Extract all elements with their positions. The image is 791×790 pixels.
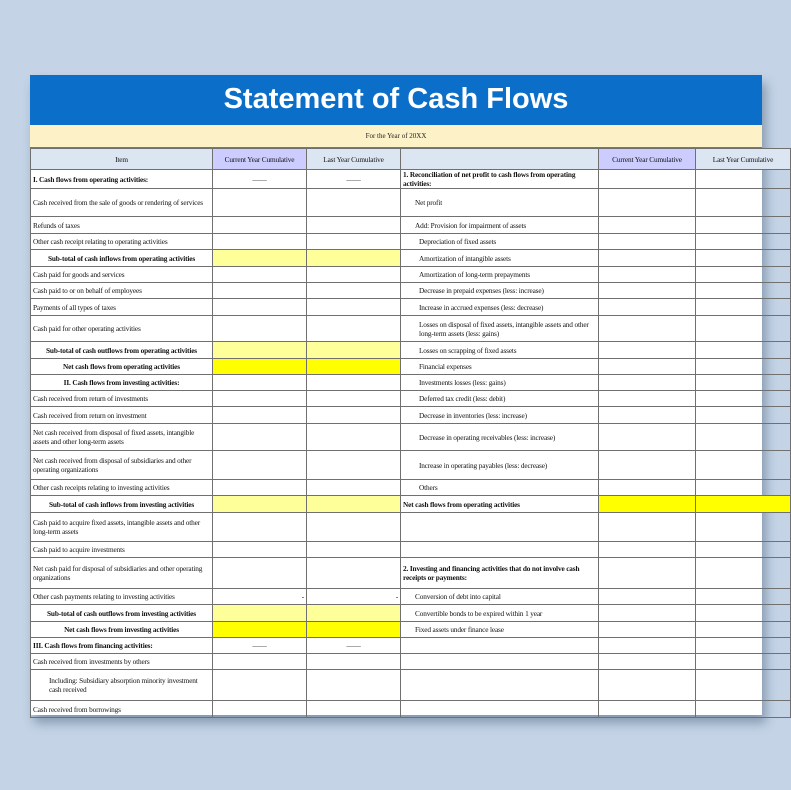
reconciliation-last-cell[interactable] <box>696 451 791 480</box>
last-year-cell[interactable] <box>307 605 401 622</box>
reconciliation-label[interactable]: Add: Provision for impairment of assets <box>401 217 599 234</box>
current-year-cell[interactable] <box>213 605 307 622</box>
row-label[interactable]: Cash paid for other operating activities <box>31 316 213 342</box>
reconciliation-last-cell[interactable] <box>696 299 791 316</box>
reconciliation-last-cell[interactable] <box>696 267 791 283</box>
last-year-cell[interactable] <box>307 283 401 299</box>
reconciliation-label[interactable]: Depreciation of fixed assets <box>401 234 599 250</box>
last-year-cell[interactable] <box>307 359 401 375</box>
row-label[interactable]: Cash paid to acquire fixed assets, intangible assets and other long-term assets <box>31 513 213 542</box>
last-year-cell[interactable] <box>307 480 401 496</box>
reconciliation-current-cell[interactable] <box>599 391 696 407</box>
table-row <box>31 299 791 316</box>
row-label[interactable]: Net cash received from disposal of fixed assets, intangible assets and other long-term assets <box>31 424 213 451</box>
current-year-cell[interactable]: —— <box>213 638 307 654</box>
table-row <box>31 217 791 234</box>
reconciliation-last-cell[interactable] <box>696 496 791 513</box>
reconciliation-current-cell[interactable] <box>599 496 696 513</box>
row-label[interactable]: Including: Subsidiary absorption minority investment cash received <box>31 670 213 701</box>
current-year-cell[interactable] <box>213 299 307 316</box>
last-year-cell[interactable] <box>307 342 401 359</box>
last-year-cell[interactable] <box>307 558 401 589</box>
header-right-item[interactable] <box>401 149 599 170</box>
table-row <box>31 391 791 407</box>
row-label[interactable]: Net cash flows from operating activities <box>31 359 213 375</box>
current-year-cell[interactable] <box>213 670 307 701</box>
table-row <box>31 234 791 250</box>
last-year-cell[interactable] <box>307 654 401 670</box>
table-row <box>31 189 791 217</box>
last-year-cell[interactable]: —— <box>307 638 401 654</box>
reconciliation-last-cell[interactable] <box>696 342 791 359</box>
table-row <box>31 605 791 622</box>
row-label[interactable]: Sub-total of cash inflows from investing activities <box>31 496 213 513</box>
reconciliation-current-cell[interactable] <box>599 451 696 480</box>
reconciliation-current-cell[interactable] <box>599 267 696 283</box>
current-year-cell[interactable]: - <box>213 589 307 605</box>
current-year-cell[interactable] <box>213 424 307 451</box>
current-year-cell[interactable] <box>213 622 307 638</box>
row-label[interactable]: Cash received from return of investments <box>31 391 213 407</box>
reconciliation-last-cell[interactable] <box>696 670 791 701</box>
table-row <box>31 670 791 701</box>
last-year-cell[interactable] <box>307 407 401 424</box>
reconciliation-label[interactable]: Financial expenses <box>401 359 599 375</box>
last-year-cell[interactable] <box>307 424 401 451</box>
last-year-cell[interactable] <box>307 316 401 342</box>
reconciliation-label[interactable]: Losses on disposal of fixed assets, intangible assets and other long-term assets (less: gains) <box>401 316 599 342</box>
last-year-cell[interactable] <box>307 513 401 542</box>
table-row <box>31 496 791 513</box>
reconciliation-label[interactable]: Decrease in inventories (less: increase) <box>401 407 599 424</box>
reconciliation-last-cell[interactable] <box>696 234 791 250</box>
header-item[interactable]: Item <box>31 149 213 170</box>
table-row <box>31 342 791 359</box>
current-year-cell[interactable] <box>213 391 307 407</box>
reconciliation-label[interactable]: Fixed assets under finance lease <box>401 622 599 638</box>
table-row <box>31 480 791 496</box>
header-right-current-year[interactable]: Current Year Cumulative <box>599 149 696 170</box>
row-label[interactable]: Cash paid to acquire investments <box>31 542 213 558</box>
reconciliation-current-cell[interactable] <box>599 558 696 589</box>
current-year-cell[interactable] <box>213 542 307 558</box>
current-year-cell[interactable] <box>213 407 307 424</box>
table-row <box>31 424 791 451</box>
reconciliation-last-cell[interactable] <box>696 542 791 558</box>
reconciliation-label[interactable]: Increase in operating payables (less: decrease) <box>401 451 599 480</box>
reconciliation-label[interactable]: 2. Investing and financing activities that do not involve cash receipts or payments: <box>401 558 599 589</box>
last-year-cell[interactable] <box>307 391 401 407</box>
reconciliation-last-cell[interactable] <box>696 605 791 622</box>
reconciliation-label[interactable] <box>401 513 599 542</box>
reconciliation-current-cell[interactable] <box>599 638 696 654</box>
reconciliation-last-cell[interactable] <box>696 283 791 299</box>
current-year-cell[interactable] <box>213 451 307 480</box>
row-label[interactable]: Refunds of taxes <box>31 217 213 234</box>
table-row <box>31 451 791 480</box>
last-year-cell[interactable] <box>307 250 401 267</box>
reconciliation-last-cell[interactable] <box>696 701 791 718</box>
last-year-cell[interactable] <box>307 622 401 638</box>
reconciliation-current-cell[interactable] <box>599 622 696 638</box>
last-year-cell[interactable] <box>307 496 401 513</box>
table-row <box>31 170 791 189</box>
current-year-cell[interactable] <box>213 342 307 359</box>
reconciliation-current-cell[interactable] <box>599 250 696 267</box>
row-label[interactable]: Cash received from return on investment <box>31 407 213 424</box>
table-row <box>31 589 791 605</box>
current-year-cell[interactable] <box>213 480 307 496</box>
current-year-cell[interactable] <box>213 513 307 542</box>
reconciliation-last-cell[interactable] <box>696 480 791 496</box>
reconciliation-last-cell[interactable] <box>696 217 791 234</box>
reconciliation-current-cell[interactable] <box>599 217 696 234</box>
row-label[interactable]: I. Cash flows from operating activities: <box>31 170 213 189</box>
row-label[interactable]: Cash paid to or on behalf of employees <box>31 283 213 299</box>
last-year-cell[interactable] <box>307 542 401 558</box>
row-label[interactable]: Sub-total of cash outflows from operating activities <box>31 342 213 359</box>
table-row <box>31 701 791 718</box>
table-row <box>31 407 791 424</box>
row-label[interactable]: Cash received from the sale of goods or rendering of services <box>31 189 213 217</box>
reconciliation-last-cell[interactable] <box>696 189 791 217</box>
last-year-cell[interactable] <box>307 189 401 217</box>
reconciliation-last-cell[interactable] <box>696 407 791 424</box>
reconciliation-label[interactable]: Net profit <box>401 189 599 217</box>
current-year-cell[interactable] <box>213 283 307 299</box>
current-year-cell[interactable] <box>213 359 307 375</box>
reconciliation-label[interactable]: Amortization of long-term prepayments <box>401 267 599 283</box>
reconciliation-current-cell[interactable] <box>599 283 696 299</box>
reconciliation-last-cell[interactable] <box>696 250 791 267</box>
reconciliation-last-cell[interactable] <box>696 558 791 589</box>
reconciliation-current-cell[interactable] <box>599 424 696 451</box>
last-year-cell[interactable] <box>307 375 401 391</box>
table-row <box>31 638 791 654</box>
reconciliation-current-cell[interactable] <box>599 170 696 189</box>
sheet-subtitle: For the Year of 20XX <box>30 125 762 148</box>
table-row <box>31 267 791 283</box>
reconciliation-label[interactable] <box>401 542 599 558</box>
current-year-cell[interactable] <box>213 558 307 589</box>
current-year-cell[interactable] <box>213 267 307 283</box>
table-row <box>31 283 791 299</box>
reconciliation-current-cell[interactable] <box>599 316 696 342</box>
reconciliation-label[interactable]: 1. Reconciliation of net profit to cash flows from operating activities: <box>401 170 599 189</box>
reconciliation-label[interactable]: Investments losses (less: gains) <box>401 375 599 391</box>
reconciliation-label[interactable] <box>401 701 599 718</box>
cash-flow-table <box>30 148 791 718</box>
current-year-cell[interactable] <box>213 250 307 267</box>
reconciliation-current-cell[interactable] <box>599 589 696 605</box>
last-year-cell[interactable]: - <box>307 589 401 605</box>
reconciliation-label[interactable]: Decrease in operating receivables (less: increase) <box>401 424 599 451</box>
reconciliation-last-cell[interactable] <box>696 513 791 542</box>
header-current-year[interactable]: Current Year Cumulative <box>213 149 307 170</box>
reconciliation-label[interactable]: Increase in accrued expenses (less: decrease) <box>401 299 599 316</box>
row-label[interactable]: III. Cash flows from financing activities: <box>31 638 213 654</box>
reconciliation-current-cell[interactable] <box>599 299 696 316</box>
reconciliation-label[interactable] <box>401 654 599 670</box>
table-row <box>31 250 791 267</box>
row-label[interactable]: Sub-total of cash inflows from operating activities <box>31 250 213 267</box>
reconciliation-label[interactable]: Conversion of debt into capital <box>401 589 599 605</box>
current-year-cell[interactable] <box>213 496 307 513</box>
reconciliation-label[interactable]: Losses on scrapping of fixed assets <box>401 342 599 359</box>
current-year-cell[interactable] <box>213 234 307 250</box>
table-row <box>31 359 791 375</box>
row-label[interactable]: Other cash receipt relating to operating activities <box>31 234 213 250</box>
current-year-cell[interactable] <box>213 654 307 670</box>
row-label[interactable]: Payments of all types of taxes <box>31 299 213 316</box>
last-year-cell[interactable] <box>307 234 401 250</box>
reconciliation-current-cell[interactable] <box>599 542 696 558</box>
current-year-cell[interactable] <box>213 217 307 234</box>
reconciliation-current-cell[interactable] <box>599 480 696 496</box>
reconciliation-label[interactable]: Deferred tax credit (less: debit) <box>401 391 599 407</box>
current-year-cell[interactable] <box>213 701 307 718</box>
reconciliation-label[interactable]: Decrease in prepaid expenses (less: increase) <box>401 283 599 299</box>
table-row <box>31 542 791 558</box>
header-last-year[interactable]: Last Year Cumulative <box>307 149 401 170</box>
reconciliation-label[interactable]: Amortization of intangible assets <box>401 250 599 267</box>
reconciliation-current-cell[interactable] <box>599 670 696 701</box>
last-year-cell[interactable] <box>307 299 401 316</box>
row-label[interactable]: Other cash receipts relating to investing activities <box>31 480 213 496</box>
last-year-cell[interactable] <box>307 670 401 701</box>
reconciliation-last-cell[interactable] <box>696 375 791 391</box>
row-label[interactable]: Other cash payments relating to investing activities <box>31 589 213 605</box>
reconciliation-last-cell[interactable] <box>696 589 791 605</box>
reconciliation-current-cell[interactable] <box>599 407 696 424</box>
reconciliation-label[interactable] <box>401 638 599 654</box>
reconciliation-current-cell[interactable] <box>599 605 696 622</box>
reconciliation-current-cell[interactable] <box>599 359 696 375</box>
reconciliation-current-cell[interactable] <box>599 189 696 217</box>
reconciliation-last-cell[interactable] <box>696 622 791 638</box>
row-label[interactable]: Sub-total of cash outflows from investing activities <box>31 605 213 622</box>
reconciliation-current-cell[interactable] <box>599 342 696 359</box>
reconciliation-label[interactable] <box>401 670 599 701</box>
header-row <box>31 149 791 170</box>
reconciliation-last-cell[interactable] <box>696 316 791 342</box>
reconciliation-last-cell[interactable] <box>696 424 791 451</box>
row-label[interactable]: Net cash paid for disposal of subsidiaries and other operating organizations <box>31 558 213 589</box>
table-row <box>31 316 791 342</box>
table-row <box>31 654 791 670</box>
row-label[interactable]: Cash paid for goods and services <box>31 267 213 283</box>
reconciliation-label[interactable]: Net cash flows from operating activities <box>401 496 599 513</box>
reconciliation-last-cell[interactable] <box>696 391 791 407</box>
header-right-last-year[interactable]: Last Year Cumulative <box>696 149 791 170</box>
reconciliation-current-cell[interactable] <box>599 654 696 670</box>
last-year-cell[interactable] <box>307 217 401 234</box>
row-label[interactable]: Net cash flows from investing activities <box>31 622 213 638</box>
spreadsheet <box>30 75 774 715</box>
reconciliation-last-cell[interactable] <box>696 638 791 654</box>
row-label[interactable]: Net cash received from disposal of subsidiaries and other operating organizations <box>31 451 213 480</box>
table-row <box>31 558 791 589</box>
reconciliation-current-cell[interactable] <box>599 513 696 542</box>
table-row <box>31 375 791 391</box>
reconciliation-current-cell[interactable] <box>599 375 696 391</box>
last-year-cell[interactable] <box>307 451 401 480</box>
reconciliation-current-cell[interactable] <box>599 234 696 250</box>
row-label[interactable]: II. Cash flows from investing activities: <box>31 375 213 391</box>
current-year-cell[interactable] <box>213 189 307 217</box>
reconciliation-current-cell[interactable] <box>599 701 696 718</box>
current-year-cell[interactable] <box>213 375 307 391</box>
table-row <box>31 622 791 638</box>
last-year-cell[interactable] <box>307 267 401 283</box>
reconciliation-last-cell[interactable] <box>696 359 791 375</box>
reconciliation-label[interactable]: Convertible bonds to be expired within 1 year <box>401 605 599 622</box>
reconciliation-last-cell[interactable] <box>696 170 791 189</box>
sheet-title: Statement of Cash Flows <box>30 75 762 125</box>
current-year-cell[interactable] <box>213 316 307 342</box>
reconciliation-last-cell[interactable] <box>696 654 791 670</box>
reconciliation-label[interactable]: Others <box>401 480 599 496</box>
last-year-cell[interactable]: —— <box>307 170 401 189</box>
row-label[interactable]: Cash received from investments by others <box>31 654 213 670</box>
last-year-cell[interactable] <box>307 701 401 718</box>
table-row <box>31 513 791 542</box>
current-year-cell[interactable]: —— <box>213 170 307 189</box>
row-label[interactable]: Cash received from borrowings <box>31 701 213 718</box>
